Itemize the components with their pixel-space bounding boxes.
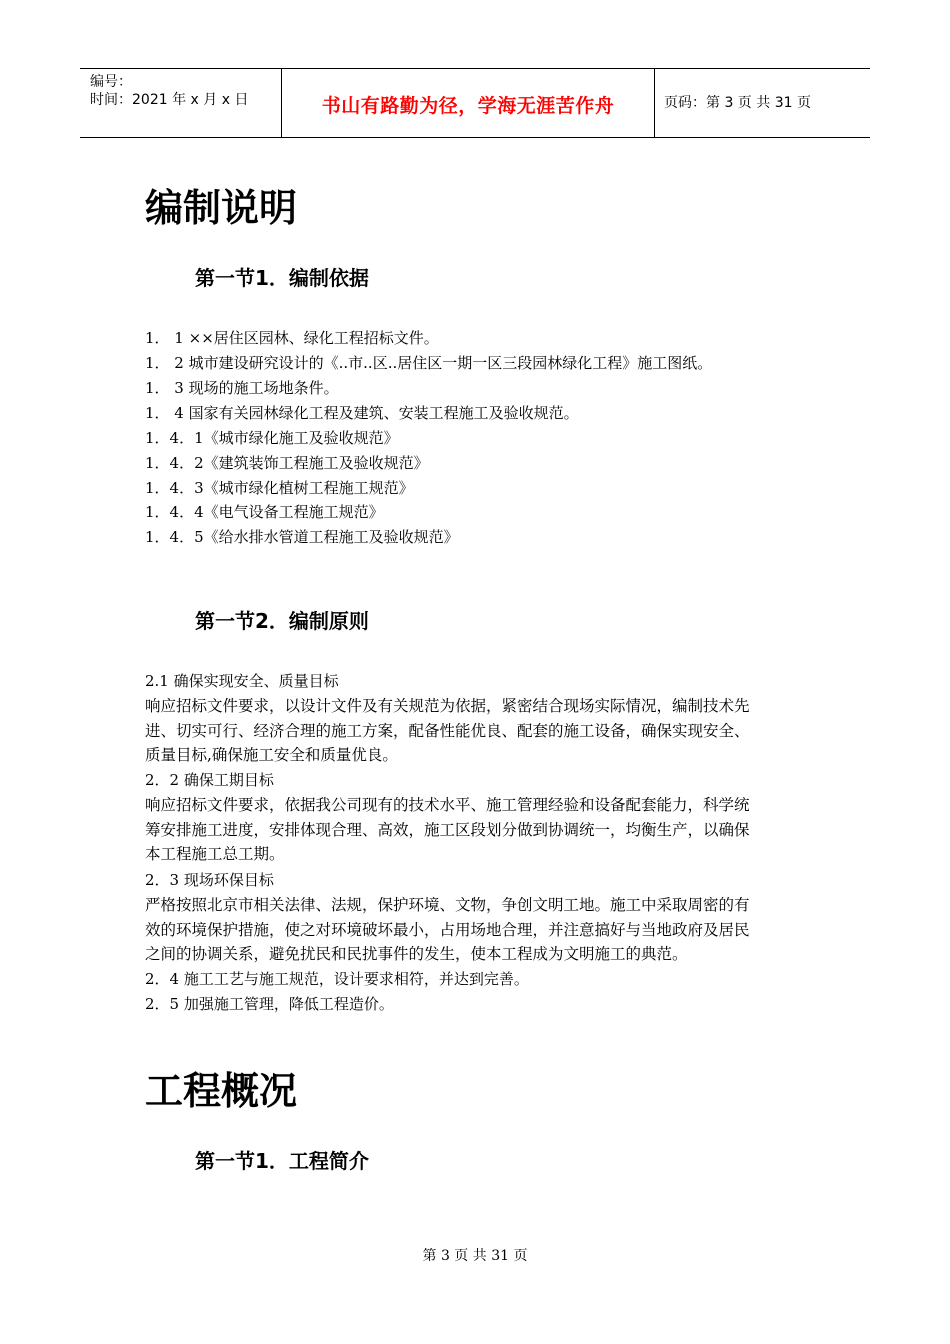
paragraph bbox=[145, 694, 810, 768]
paragraph-line: 本工程施工总工期。 bbox=[145, 845, 285, 864]
paragraph-title: 2．2 确保工期目标 bbox=[145, 771, 274, 789]
paragraph-line: 2．5 加强施工管理，降低工程造价。 bbox=[145, 995, 394, 1013]
list-item: 1． 2 城市建设研究设计的《..市..区..居住区一期一区三段园林绿化工程》施工图纸。 bbox=[145, 354, 713, 372]
section-title-overview: 工程概况 bbox=[145, 1069, 298, 1113]
list-item: 1．4．3《城市绿化植树工程施工规范》 bbox=[145, 479, 414, 497]
paragraph bbox=[145, 893, 810, 967]
subsection-title-introduction: 第一节1．工程简介 bbox=[195, 1149, 369, 1173]
paragraph bbox=[145, 793, 810, 867]
header-info-cell bbox=[80, 69, 280, 137]
list-item: 1．4．5《给水排水管道工程施工及验收规范》 bbox=[145, 528, 459, 546]
page-footer: 第 3 页 共 31 页 bbox=[422, 1248, 528, 1264]
page-header bbox=[80, 68, 870, 138]
list-item: 1． 1 ××居住区园林、绿化工程招标文件。 bbox=[145, 329, 439, 347]
list-item: 1．4．2《建筑装饰工程施工及验收规范》 bbox=[145, 454, 429, 472]
list-item: 1．4．4《电气设备工程施工规范》 bbox=[145, 503, 384, 521]
paragraph-title: 2．3 现场环保目标 bbox=[145, 871, 274, 889]
paragraph-line: 进、切实可行、经济合理的施工方案，配备性能优良、配套的施工设备，确保实现安全、 bbox=[145, 721, 750, 740]
section-title-compilation: 编制说明 bbox=[145, 186, 298, 230]
paragraph-line: 响应招标文件要求，以设计文件及有关规范为依据，紧密结合现场实际情况，编制技术先 bbox=[145, 697, 750, 715]
paragraph-line: 严格按照北京市相关法律、法规，保护环境、文物，争创文明工地。施工中采取周密的有 bbox=[145, 896, 750, 914]
paragraph-line: 2．4 施工工艺与施工规范，设计要求相符，并达到完善。 bbox=[145, 970, 529, 988]
paragraph-line: 质量目标,确保施工安全和质量优良。 bbox=[145, 746, 398, 765]
header-motto-cell bbox=[281, 69, 655, 137]
list-item: 1． 4 国家有关园林绿化工程及建筑、安装工程施工及验收规范。 bbox=[145, 404, 579, 422]
paragraph-line: 响应招标文件要求，依据我公司现有的技术水平、施工管理经验和设备配套能力，科学统 bbox=[145, 796, 750, 814]
list-item: 1．4．1《城市绿化施工及验收规范》 bbox=[145, 429, 399, 447]
number-label: 编号： bbox=[90, 74, 132, 90]
subsection-title-basis: 第一节1．编制依据 bbox=[195, 266, 369, 290]
list-item: 1． 3 现场的施工场地条件。 bbox=[145, 379, 339, 397]
paragraph-line: 之间的协调关系，避免扰民和民扰事件的发生，使本工程成为文明施工的典范。 bbox=[145, 945, 688, 964]
header-page-cell bbox=[654, 69, 870, 137]
time-label: 时间：2021 年 x 月 x 日 bbox=[90, 92, 249, 108]
paragraph-line: 效的环境保护措施，使之对环境破坏最小，占用场地合理，并注意搞好与当地政府及居民 bbox=[145, 920, 750, 939]
motto-text: 书山有路勤为径，学海无涯苦作舟 bbox=[321, 95, 615, 117]
paragraph-line: 筹安排施工进度，安排体现合理、高效，施工区段划分做到协调统一，均衡生产，以确保 bbox=[145, 820, 750, 839]
subsection-title-principles: 第一节2．编制原则 bbox=[195, 609, 369, 633]
paragraph-title: 2.1 确保实现安全、质量目标 bbox=[145, 672, 339, 690]
page-label: 页码：第 3 页 共 31 页 bbox=[664, 95, 811, 111]
